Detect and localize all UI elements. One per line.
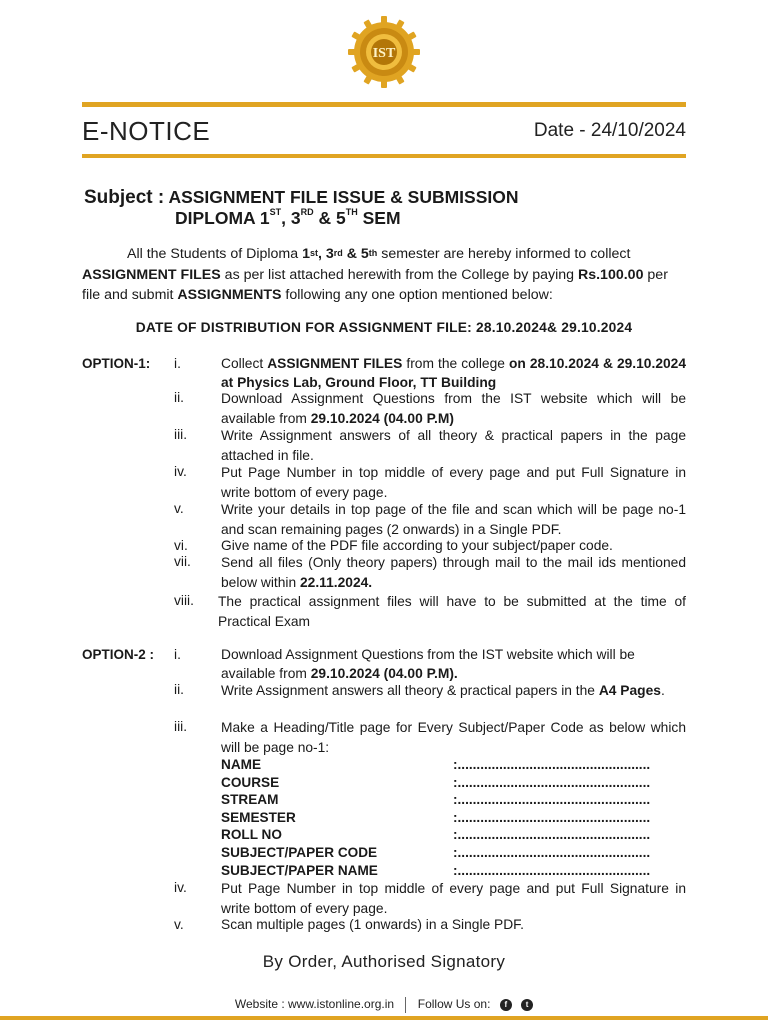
signatory: By Order, Authorised Signatory — [262, 952, 506, 971]
field-row-name: NAME :................................................... — [221, 757, 651, 772]
option-1-label: OPTION-1: — [82, 356, 151, 371]
option-1-item-7: vii. Send all files (Only theory papers) through mail to the mail ids mentioned below within 22.11.2024. — [174, 554, 686, 590]
option-2-label: OPTION-2 : — [82, 647, 155, 662]
field-row-course: COURSE :................................................... — [221, 774, 651, 790]
title-page-fields — [221, 756, 687, 879]
field-row-paper-code: SUBJECT/PAPER CODE :................................................... — [221, 844, 651, 860]
subject-text: ASSIGNMENT FILE ISSUE & SUBMISSION — [168, 187, 519, 207]
option-1-item-1: i. Collect ASSIGNMENT FILES from the college on 28.10.2024 & 29.10.2024 at Physics Lab, Ground Floor, TT Building — [174, 356, 687, 390]
website-link[interactable]: Website : www.istonline.org.in — [234, 997, 395, 1012]
follow-label: Follow Us on: — [417, 997, 491, 1012]
field-row-stream: STREAM :................................................... — [221, 792, 651, 808]
page-title: E-NOTICE — [82, 116, 211, 146]
header-top-rule — [82, 102, 686, 107]
field-row-semester: SEMESTER :................................................... — [221, 809, 651, 825]
header-bottom-rule — [82, 154, 686, 158]
field-row-paper-name: SUBJECT/PAPER NAME :................................................... — [221, 862, 651, 878]
institute-logo — [346, 14, 422, 90]
option-1-item-5: v. Write your details in top page of the file and scan which will be page no-1 and scan remaining pages (2 onwards) in a Single PDF. — [174, 501, 686, 537]
distribution-date: DATE OF DISTRIBUTION FOR ASSIGNMENT FILE: 28.10.2024& 29.10.2024 — [135, 320, 633, 335]
option-2-item-2: ii. Write Assignment answers all theory & practical papers in the A4 Pages. — [174, 682, 665, 698]
footer-separator — [405, 997, 406, 1013]
option-2-item-5: v. Scan multiple pages (1 onwards) in a Single PDF. — [174, 917, 524, 932]
subject-line-2: DIPLOMA 1ST, 3RD & 5TH SEM — [175, 207, 401, 228]
notice-date: Date - 24/10/2024 — [533, 120, 686, 141]
subject-label: Subject : — [84, 187, 165, 208]
logo-text: IST — [372, 46, 396, 61]
option-1-item-6: vi. Give name of the PDF file according to your subject/paper code. — [174, 538, 613, 553]
option-2-item-1: i. Download Assignment Questions from the IST website which will be available from 29.10.2024 (04.00 P.M). — [174, 647, 635, 681]
intro-paragraph: All the Students of Diploma 1st, 3rd & 5th semester are hereby informed to collect ASSIGNMENT FILES as per list attached herewith from the College by paying Rs.100.00 per file and submit ASSIGNMENTS following any one option mentioned below: — [82, 246, 668, 303]
twitter-icon[interactable]: t — [521, 999, 533, 1011]
footer-rule — [0, 1016, 768, 1020]
option-1-item-4: iv. Put Page Number in top middle of every page and put Full Signature in write bottom of every page. — [174, 464, 686, 500]
footer — [0, 997, 768, 1013]
option-1-item-2: ii. Download Assignment Questions from the IST website which will be available from 29.10.2024 (04.00 P.M) — [174, 390, 686, 426]
field-row-roll-no: ROLL NO :................................................... — [221, 827, 651, 843]
option-2-item-3: iii. Make a Heading/Title page for Every Subject/Paper Code as below which will be page no-1: — [174, 719, 686, 755]
option-1-item-8: viii. The practical assignment files will have to be submitted at the time of Practical Exam — [174, 593, 686, 629]
option-2-item-4: iv. Put Page Number in top middle of every page and put Full Signature in write bottom of every page. — [174, 880, 686, 916]
facebook-icon[interactable]: f — [500, 999, 512, 1011]
option-1-item-3: iii. Write Assignment answers of all theory & practical papers in the page attached in file. — [174, 427, 686, 463]
subject-line-1 — [84, 187, 519, 209]
